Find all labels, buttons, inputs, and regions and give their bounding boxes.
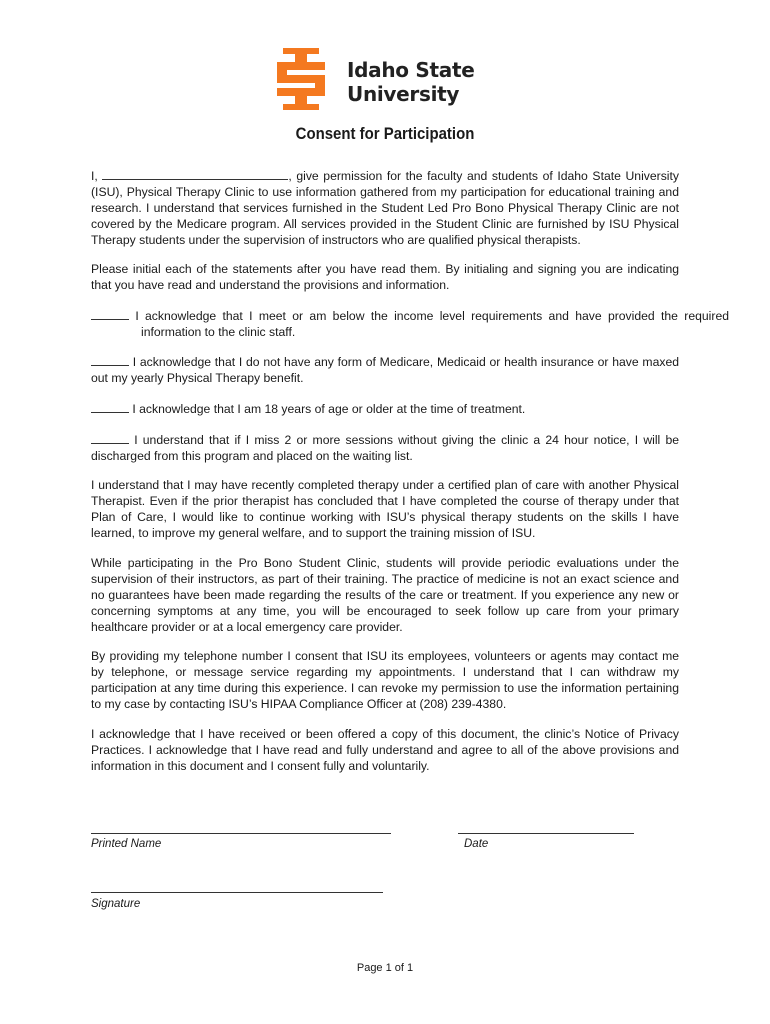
telephone-consent-paragraph: By providing my telephone number I consent that ISU its employees, volunteers or agents may contact me by telephone, or message service regarding my appointments. I understand that I can withdraw my participation at any time during this experience. I can revoke my permission to use the information pertaining to my case by contacting ISU’s HIPAA Compliance Officer at (208) 239-4380. — [91, 649, 679, 711]
page-number: Page 1 of 1 — [356, 962, 414, 974]
logo-mark-gap — [287, 70, 325, 75]
isu-logo — [277, 48, 497, 110]
logo-mark-block — [277, 88, 325, 96]
date-label: Date — [464, 838, 489, 850]
statement-income — [91, 307, 729, 340]
acknowledgement-paragraph: I acknowledge that I have received or been offered a copy of this document, the clinic’s Notice of Privacy Practices. I acknowledge that I have read and fully understand and agree to all of the above provisions and information in this document and I consent fully and voluntarily. — [91, 727, 679, 773]
name-blank[interactable] — [102, 167, 288, 180]
statement-insurance-text: I acknowledge that I do not have any form of Medicare, Medicaid or health insurance or have maxed out my yearly Physical Therapy benefit. — [91, 355, 679, 385]
statement-insurance — [91, 353, 679, 386]
logo-mark-block — [283, 104, 319, 110]
initial-blank-2[interactable] — [91, 353, 129, 366]
intro-prefix: I, — [91, 169, 103, 183]
statement-income-text: I acknowledge that I meet or am below the income level requirements and have provided the required information to the clinic staff. — [129, 309, 729, 339]
initial-blank-1[interactable] — [91, 307, 129, 320]
intro-text: , give permission for the faculty and students of Idaho State University (ISU), Physical Therapy Clinic to use information gathered from my participation for educational training and research. I understand that services furnished in the Student Led Pro Bono Physical Therapy Clinic are not covered by the Medicare program. All services provided in the Student Clinic are furnished by ISU Physical Therapy students under the supervision of instructors who are qualified physical therapists. — [91, 169, 679, 247]
initial-blank-4[interactable] — [91, 431, 129, 444]
statement-age — [91, 400, 679, 417]
logo-line-1: Idaho State — [347, 58, 475, 82]
logo-wordmark — [347, 58, 474, 106]
instructions-paragraph: Please initial each of the statements after you have read them. By initialing and signing you are indicating that you have read and understand the provisions and information. — [91, 262, 679, 292]
statement-attendance — [91, 431, 679, 464]
initial-blank-3[interactable] — [91, 400, 129, 413]
intro-paragraph — [91, 167, 679, 248]
evaluations-paragraph: While participating in the Pro Bono Student Clinic, students will provide periodic evaluations under the supervision of their instructors, as part of their training. The practice of medicine is not an exact science and no guarantees have been made regarding the results of the care or treatment. If you experience any new or concerning symptoms at any time, you will be encouraged to seek follow up care from your primary healthcare provider or at a local emergency care provider. — [91, 556, 679, 634]
signature-label: Signature — [91, 898, 141, 910]
printed-name-line[interactable] — [91, 833, 391, 834]
date-line[interactable] — [458, 833, 634, 834]
printed-name-label: Printed Name — [91, 838, 162, 850]
isu-logo-mark — [277, 48, 325, 110]
logo-line-2: University — [347, 82, 460, 106]
statement-attendance-text: I understand that if I miss 2 or more sessions without giving the clinic a 24 hour notice, I will be discharged from this program and placed on the waiting list. — [91, 433, 679, 463]
signature-line[interactable] — [91, 892, 383, 893]
document-title: Consent for Participation — [295, 124, 475, 143]
prior-therapy-paragraph: I understand that I may have recently completed therapy under a certified plan of care with another Physical Therapist. Even if the prior therapist has concluded that I have completed the course of therapy under that Plan of Care, I would like to continue working with ISU’s physical therapy students on the skills I have learned, to improve my general welfare, and to support the training mission of ISU. — [91, 478, 679, 540]
logo-mark-gap — [277, 83, 315, 88]
statement-age-text: I acknowledge that I am 18 years of age or older at the time of treatment. — [129, 402, 526, 416]
